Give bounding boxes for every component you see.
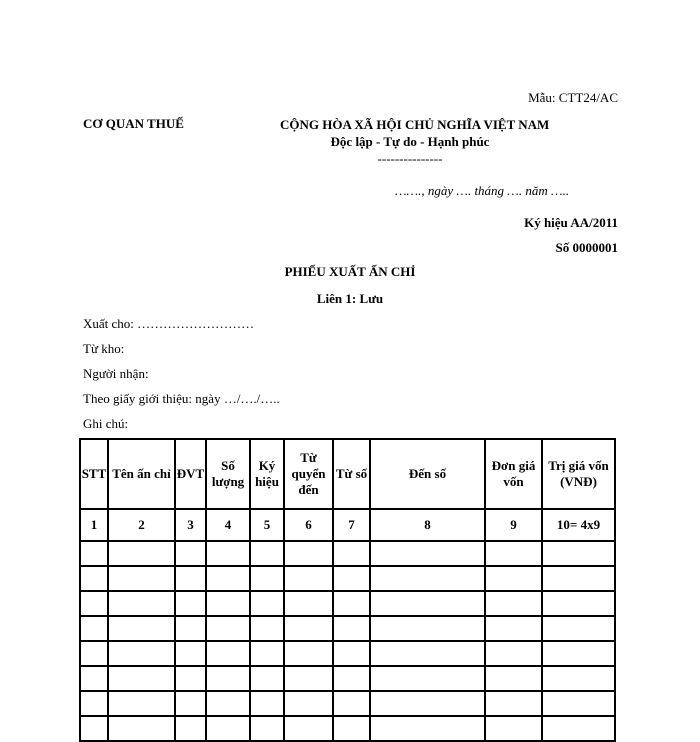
table-cell[interactable] bbox=[175, 716, 206, 741]
table-cell[interactable] bbox=[542, 641, 615, 666]
table-cell[interactable] bbox=[250, 691, 284, 716]
header-total-cost: Trị giá vốn (VNĐ) bbox=[542, 439, 615, 509]
receipt-table bbox=[79, 438, 616, 742]
column-number: 3 bbox=[175, 509, 206, 541]
copy-label: Liên 1: Lưu bbox=[316, 291, 384, 306]
table-cell[interactable] bbox=[108, 666, 175, 691]
table-cell[interactable] bbox=[542, 716, 615, 741]
table-cell[interactable] bbox=[485, 566, 542, 591]
table-cell[interactable] bbox=[80, 691, 108, 716]
table-cell[interactable] bbox=[370, 616, 485, 641]
table-cell[interactable] bbox=[206, 541, 250, 566]
table-cell[interactable] bbox=[370, 591, 485, 616]
table-cell[interactable] bbox=[175, 591, 206, 616]
table-cell[interactable] bbox=[250, 566, 284, 591]
table-cell[interactable] bbox=[485, 641, 542, 666]
field-issued-to: Xuất cho: ……………………… bbox=[83, 316, 255, 331]
table-cell[interactable] bbox=[250, 716, 284, 741]
table-cell[interactable] bbox=[250, 641, 284, 666]
table-cell[interactable] bbox=[108, 566, 175, 591]
table-cell[interactable] bbox=[80, 641, 108, 666]
form-code: Mẫu: CTT24/AC bbox=[528, 90, 618, 105]
table-cell[interactable] bbox=[370, 566, 485, 591]
field-recipient: Người nhận: bbox=[83, 366, 149, 381]
agency-name: CƠ QUAN THUẾ bbox=[83, 116, 184, 131]
header-quantity: Số lượng bbox=[206, 439, 250, 509]
column-number: 1 bbox=[80, 509, 108, 541]
serial-number: Số 0000001 bbox=[555, 240, 618, 255]
receipt-table-container bbox=[79, 438, 616, 742]
table-cell[interactable] bbox=[250, 541, 284, 566]
column-number: 7 bbox=[333, 509, 370, 541]
table-row bbox=[80, 691, 615, 716]
header-item-name: Tên ấn chỉ bbox=[108, 439, 175, 509]
table-cell[interactable] bbox=[333, 641, 370, 666]
table-cell[interactable] bbox=[250, 591, 284, 616]
table-cell[interactable] bbox=[175, 641, 206, 666]
national-divider: --------------- bbox=[377, 151, 443, 166]
table-cell[interactable] bbox=[333, 691, 370, 716]
table-cell[interactable] bbox=[333, 716, 370, 741]
document-title: PHIẾU XUẤT ẤN CHỈ bbox=[284, 264, 416, 279]
national-motto: Độc lập - Tự do - Hạnh phúc bbox=[330, 134, 490, 149]
column-number: 5 bbox=[250, 509, 284, 541]
column-number: 9 bbox=[485, 509, 542, 541]
table-cell[interactable] bbox=[206, 566, 250, 591]
column-number: 10= 4x9 bbox=[542, 509, 615, 541]
table-row bbox=[80, 591, 615, 616]
field-introduction-letter: Theo giấy giới thiệu: ngày …/…./….. bbox=[83, 391, 280, 406]
table-cell[interactable] bbox=[108, 691, 175, 716]
table-cell[interactable] bbox=[333, 566, 370, 591]
table-cell[interactable] bbox=[108, 541, 175, 566]
table-cell[interactable] bbox=[206, 666, 250, 691]
table-cell[interactable] bbox=[175, 541, 206, 566]
table-cell[interactable] bbox=[333, 666, 370, 691]
table-cell[interactable] bbox=[284, 716, 333, 741]
date-line: ……., ngày …. tháng …. năm ….. bbox=[395, 183, 570, 198]
table-cell[interactable] bbox=[108, 641, 175, 666]
national-title: CỘNG HÒA XÃ HỘI CHỦ NGHĨA VIỆT NAM bbox=[280, 117, 550, 132]
table-row bbox=[80, 716, 615, 741]
table-cell[interactable] bbox=[485, 691, 542, 716]
column-number: 2 bbox=[108, 509, 175, 541]
table-cell[interactable] bbox=[206, 616, 250, 641]
table-cell[interactable] bbox=[284, 591, 333, 616]
table-cell[interactable] bbox=[284, 541, 333, 566]
table-cell[interactable] bbox=[542, 616, 615, 641]
table-cell[interactable] bbox=[284, 566, 333, 591]
table-cell[interactable] bbox=[250, 666, 284, 691]
table-cell[interactable] bbox=[80, 666, 108, 691]
table-cell[interactable] bbox=[485, 716, 542, 741]
table-row bbox=[80, 666, 615, 691]
table-cell[interactable] bbox=[284, 666, 333, 691]
table-row bbox=[80, 541, 615, 566]
table-cell[interactable] bbox=[370, 691, 485, 716]
table-cell[interactable] bbox=[485, 616, 542, 641]
header-stt: STT bbox=[80, 439, 108, 509]
column-number: 6 bbox=[284, 509, 333, 541]
table-cell[interactable] bbox=[485, 666, 542, 691]
table-row bbox=[80, 566, 615, 591]
table-cell[interactable] bbox=[284, 616, 333, 641]
table-header-row bbox=[80, 439, 615, 509]
table-cell[interactable] bbox=[542, 591, 615, 616]
table-cell[interactable] bbox=[333, 616, 370, 641]
column-number: 4 bbox=[206, 509, 250, 541]
table-cell[interactable] bbox=[284, 691, 333, 716]
header-book-range: Từ quyển đến bbox=[284, 439, 333, 509]
table-cell[interactable] bbox=[206, 691, 250, 716]
table-cell[interactable] bbox=[108, 716, 175, 741]
table-cell[interactable] bbox=[542, 666, 615, 691]
table-cell[interactable] bbox=[370, 541, 485, 566]
table-cell[interactable] bbox=[485, 591, 542, 616]
table-cell[interactable] bbox=[542, 691, 615, 716]
table-cell[interactable] bbox=[175, 691, 206, 716]
table-cell[interactable] bbox=[80, 616, 108, 641]
column-number-row bbox=[80, 509, 615, 541]
table-cell[interactable] bbox=[175, 616, 206, 641]
table-cell[interactable] bbox=[542, 541, 615, 566]
table-cell[interactable] bbox=[80, 716, 108, 741]
table-cell[interactable] bbox=[370, 641, 485, 666]
table-cell[interactable] bbox=[206, 716, 250, 741]
table-row bbox=[80, 641, 615, 666]
table-cell[interactable] bbox=[175, 566, 206, 591]
table-cell[interactable] bbox=[370, 716, 485, 741]
table-cell[interactable] bbox=[485, 541, 542, 566]
symbol-code: Ký hiệu AA/2011 bbox=[524, 215, 618, 230]
field-notes: Ghi chú: bbox=[83, 416, 129, 431]
table-cell[interactable] bbox=[80, 566, 108, 591]
column-number: 8 bbox=[370, 509, 485, 541]
table-cell[interactable] bbox=[175, 666, 206, 691]
header-symbol: Ký hiệu bbox=[250, 439, 284, 509]
table-cell[interactable] bbox=[80, 591, 108, 616]
table-cell[interactable] bbox=[108, 591, 175, 616]
empty-rows bbox=[80, 541, 615, 741]
header-unit-cost: Đơn giá vốn bbox=[485, 439, 542, 509]
table-cell[interactable] bbox=[108, 616, 175, 641]
table-cell[interactable] bbox=[284, 641, 333, 666]
national-header bbox=[280, 116, 550, 167]
header-to-number: Đến số bbox=[370, 439, 485, 509]
table-cell[interactable] bbox=[206, 641, 250, 666]
header-from-number: Từ số bbox=[333, 439, 370, 509]
table-cell[interactable] bbox=[206, 591, 250, 616]
table-cell[interactable] bbox=[333, 541, 370, 566]
field-from-warehouse: Từ kho: bbox=[83, 341, 125, 356]
table-cell[interactable] bbox=[370, 666, 485, 691]
table-row bbox=[80, 616, 615, 641]
table-cell[interactable] bbox=[542, 566, 615, 591]
table-cell[interactable] bbox=[333, 591, 370, 616]
table-cell[interactable] bbox=[250, 616, 284, 641]
table-cell[interactable] bbox=[80, 541, 108, 566]
header-unit: ĐVT bbox=[175, 439, 206, 509]
